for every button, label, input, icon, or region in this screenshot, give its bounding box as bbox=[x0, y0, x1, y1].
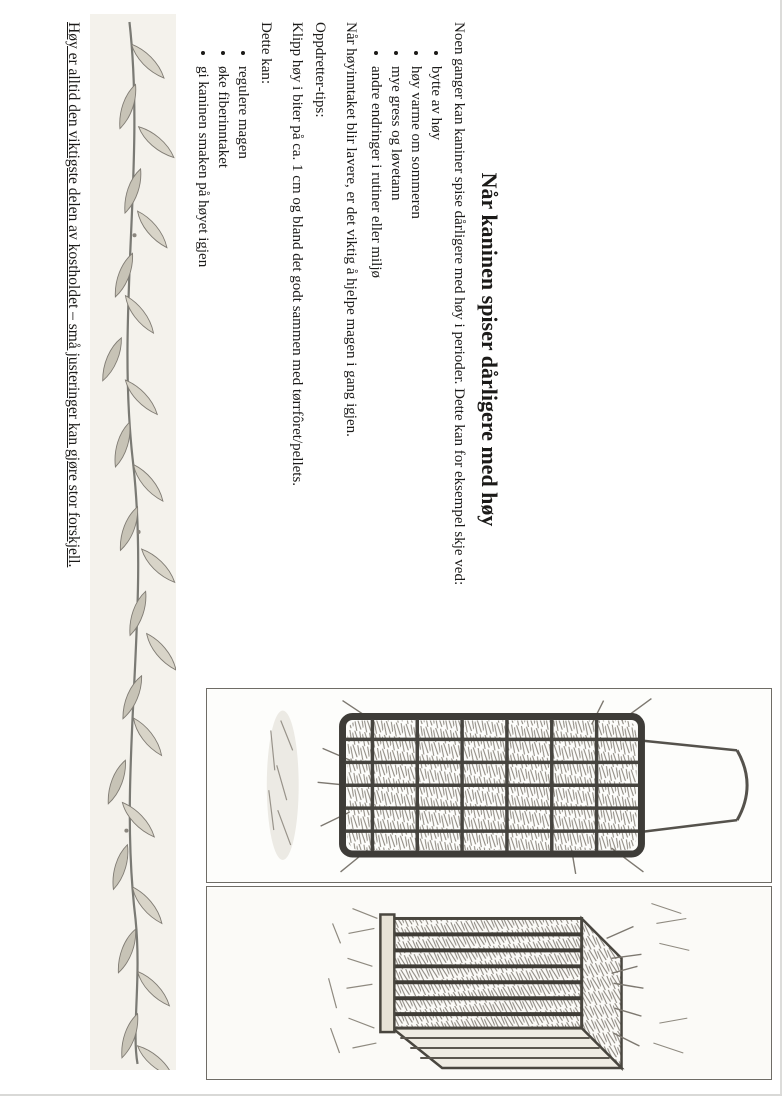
hay-box-sketch bbox=[207, 887, 771, 1080]
hay-intake-paragraph: Når høyinntaket blir lavere, er det viktig å hjelpe magen i gang igjen. bbox=[343, 22, 359, 437]
list-item: • høy varme om sommeren bbox=[406, 66, 426, 677]
hay-rack-sketch bbox=[207, 689, 771, 882]
intro-paragraph: Noen ganger kan kaniner spise dårligere med høy i perioder. Dette kan for eksempel skje ved: bbox=[451, 22, 467, 586]
tips-body: Klipp høy i biter på ca. 1 cm og bland det godt sammen med tørrfôret/pellets. bbox=[289, 22, 305, 487]
leafy-branch-illustration bbox=[90, 14, 176, 1070]
benefits-heading: Dette kan: bbox=[258, 22, 274, 85]
list-item: • mye gress og løvetann bbox=[386, 66, 406, 677]
branch-sketch bbox=[90, 14, 176, 1070]
hay-box-illustration bbox=[206, 886, 772, 1081]
hay-feeder-figure bbox=[206, 688, 772, 1080]
hay-rack-illustration bbox=[206, 688, 772, 883]
benefits-list bbox=[193, 22, 253, 677]
causes-list bbox=[366, 22, 446, 677]
page-title: Når kaninen spiser dårligere med høy bbox=[477, 172, 502, 527]
list-item: • andre endringer i rutiner eller miljø bbox=[366, 66, 386, 677]
tips-heading: Oppdretter-tips: bbox=[312, 22, 328, 118]
list-item: • øke fiberinntaket bbox=[213, 66, 233, 677]
list-item: • bytte av høy bbox=[426, 66, 446, 677]
conclusion-line: Høy er alltid den viktigste delen av kostholdet – små justeringer kan gjøre stor forskjell. bbox=[65, 22, 82, 568]
text-column bbox=[188, 22, 502, 677]
list-item: • gi kaninen smaken på høyet igjen bbox=[193, 66, 213, 677]
list-item: • regulere magen bbox=[233, 66, 253, 677]
